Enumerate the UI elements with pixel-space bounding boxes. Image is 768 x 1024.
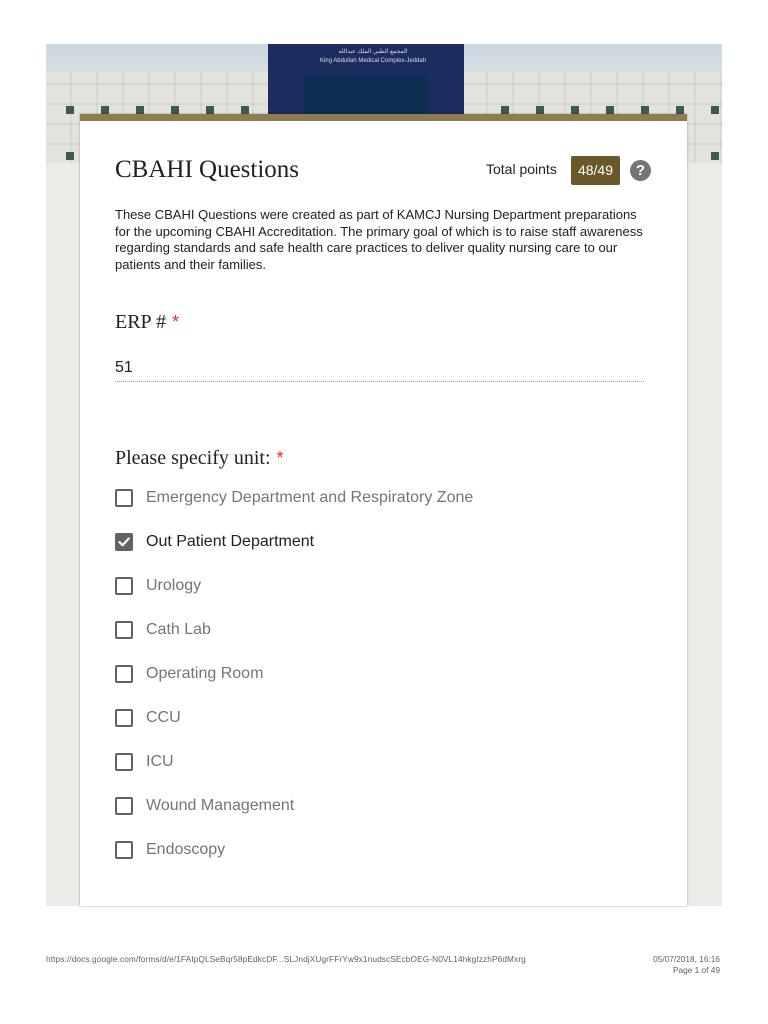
option-emergency-department[interactable]: [115, 486, 473, 510]
checkbox[interactable]: [115, 797, 133, 815]
question-unit-title: [115, 447, 284, 470]
score-badge: 48/49: [571, 156, 620, 185]
option-label: Emergency Department and Respiratory Zone: [146, 489, 474, 506]
required-asterisk: *: [276, 448, 284, 468]
checkbox[interactable]: [115, 841, 133, 859]
option-operating-room[interactable]: [115, 662, 263, 686]
building-sign-arabic: المجمع الطبي الملك عبدالله: [338, 49, 408, 55]
option-label: Cath Lab: [146, 621, 211, 638]
window: [676, 106, 684, 114]
option-label: ICU: [146, 753, 174, 770]
total-points-label: Total points: [486, 161, 557, 177]
window: [501, 106, 509, 114]
window: [66, 152, 74, 160]
building-sign: [308, 48, 438, 72]
checkbox[interactable]: [115, 709, 133, 727]
option-label: Wound Management: [146, 797, 295, 814]
option-wound-management[interactable]: [115, 794, 294, 818]
form-description: These CBAHI Questions were created as part of KAMCJ Nursing Department preparations for the upcoming CBAHI Accreditation. The primary goal of which is to raise staff awareness regarding standards and safe health care practices to deliver quality nursing care to our patients and their families.: [115, 207, 643, 272]
window: [606, 106, 614, 114]
building-sign-english: King Abdullah Medical Complex-Jeddah: [319, 58, 427, 64]
option-urology[interactable]: [115, 574, 201, 598]
checkbox[interactable]: [115, 665, 133, 683]
option-cath-lab[interactable]: [115, 618, 211, 642]
window: [171, 106, 179, 114]
window: [711, 152, 719, 160]
option-endoscopy[interactable]: [115, 838, 225, 862]
question-unit-label: Please specify unit:: [115, 447, 271, 469]
required-asterisk: *: [171, 312, 179, 332]
window: [241, 106, 249, 114]
window: [571, 106, 579, 114]
footer-meta: [653, 954, 720, 976]
window: [536, 106, 544, 114]
footer-date: 05/07/2018, 16:16: [653, 954, 720, 964]
option-icu[interactable]: [115, 750, 174, 774]
footer-url: https://docs.google.com/forms/d/e/1FAIpQLSeBqr58pEdkcDF...SLJndjXUgrFFrYw9x1nudscSEcbOEG-N0VL14hkgIzzhP6dMxrg: [46, 954, 526, 964]
question-erp-label: ERP #: [115, 311, 166, 333]
help-icon[interactable]: ?: [630, 160, 651, 181]
option-out-patient-department[interactable]: [115, 530, 314, 554]
erp-answer-underline: [115, 381, 644, 382]
window: [711, 106, 719, 114]
window: [136, 106, 144, 114]
question-erp-title: [115, 311, 179, 334]
option-label: Urology: [146, 577, 202, 594]
checkbox[interactable]: [115, 577, 133, 595]
option-label: Out Patient Department: [146, 533, 315, 550]
checkbox[interactable]: [115, 621, 133, 639]
checkbox[interactable]: [115, 489, 133, 507]
erp-answer-value[interactable]: 51: [115, 359, 133, 376]
window: [66, 106, 74, 114]
checkbox[interactable]: [115, 753, 133, 771]
footer-page-number: Page 1 of 49: [672, 965, 720, 975]
option-label: CCU: [146, 709, 181, 726]
option-label: Operating Room: [146, 665, 264, 682]
form-title: CBAHI Questions: [115, 156, 300, 183]
checkmark-icon: [117, 535, 131, 549]
option-label: Endoscopy: [146, 841, 226, 858]
option-ccu[interactable]: [115, 706, 181, 730]
checkbox-checked[interactable]: [115, 533, 133, 551]
window: [206, 106, 214, 114]
window: [101, 106, 109, 114]
window: [641, 106, 649, 114]
